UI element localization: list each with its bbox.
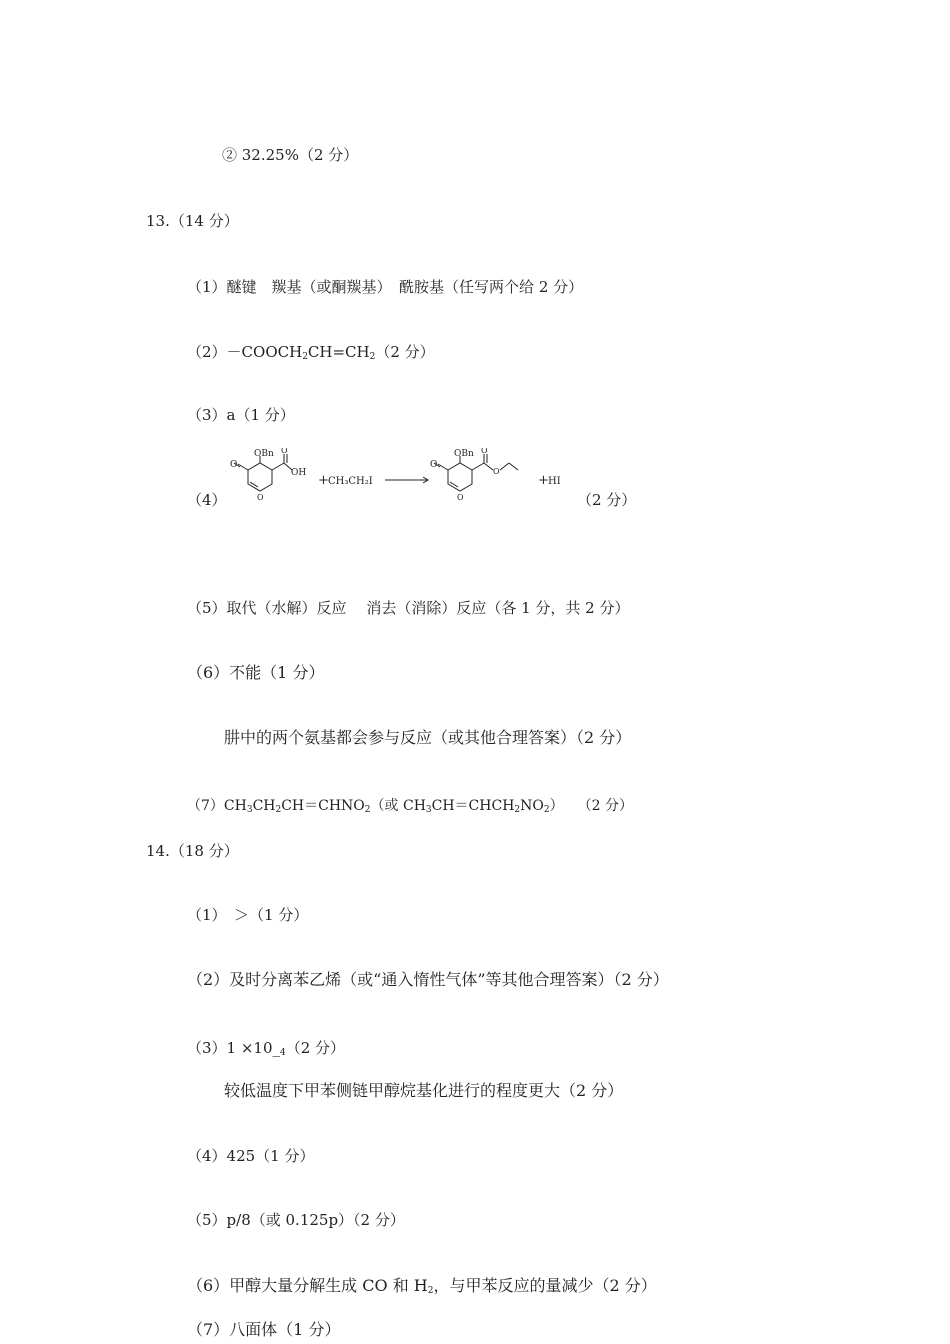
- q13-answer-6: （6）不能（1 分）: [187, 663, 325, 682]
- q14-a3-prefix: （3）1 ×10_: [187, 1039, 281, 1057]
- reactant-ketone-o: O: [230, 460, 238, 470]
- reactant-oh: OH: [291, 468, 307, 478]
- q14-a6-prefix: （6）甲醇大量分解生成 CO 和 H: [187, 1276, 428, 1295]
- q13-header: 13.（14 分）: [146, 212, 239, 230]
- q13-answer-4-score: （2 分）: [577, 491, 637, 509]
- q13-a7-s6: 2: [543, 805, 550, 815]
- q14-a3-sub: 4: [280, 1048, 286, 1058]
- q13-a7-p5: CH＝CHCH: [431, 798, 515, 814]
- q14-answer-1: （1） ＞（1 分）: [187, 906, 309, 924]
- q13-a7-s1: 3: [246, 805, 253, 815]
- q13-a2-sub1: 2: [302, 352, 308, 362]
- product-ester-o: O: [493, 467, 500, 476]
- q13-answer-6-reason: 肼中的两个氨基都会参与反应（或其他合理答案）（2 分）: [224, 728, 632, 747]
- product-ketone-o: O: [430, 460, 438, 470]
- q13-a7-p6: NO: [520, 798, 544, 814]
- plus-sign-1: +: [318, 473, 329, 488]
- q13-a2-sub2: 2: [369, 352, 376, 362]
- q13-answer-4-label: （4）: [187, 491, 227, 509]
- q13-answer-7: [187, 796, 633, 820]
- q14-answer-7: （7）八面体（1 分）: [187, 1320, 341, 1339]
- q13-a7-p7: ） （2 分）: [549, 798, 633, 814]
- q13-a7-p2: CH: [252, 798, 276, 814]
- q13-a7-p4: （或 CH: [370, 798, 426, 814]
- product-carbonyl-o: O: [481, 448, 488, 455]
- q14-answer-6: [187, 1276, 657, 1301]
- q14-answer-2: （2）及时分离苯乙烯（或“通入惰性气体”等其他合理答案）（2 分）: [187, 970, 669, 989]
- q14-answer-4: （4）425（1 分）: [187, 1147, 315, 1165]
- reactant-ring-o: O: [257, 493, 264, 502]
- q13-a2-prefix: （2）－COOCH: [187, 343, 303, 361]
- q13-a2-mid: CH=CH: [307, 343, 370, 361]
- q14-answer-5: （5）p/8（或 0.125p）（2 分）: [187, 1211, 405, 1229]
- prev-answer-item2: ② 32.25%（2 分）: [222, 146, 359, 164]
- reaction-scheme: [230, 448, 580, 510]
- q14-a6-sub: 2: [427, 1286, 434, 1296]
- reagent-ethyl-iodide: CH₃CH₂I: [328, 476, 373, 487]
- q13-a7-s2: 2: [275, 805, 282, 815]
- q13-a7-s3: 2: [364, 805, 371, 815]
- product-ring-o: O: [457, 493, 464, 502]
- q13-a7-s4: 3: [425, 805, 432, 815]
- plus-sign-2: +: [538, 473, 549, 488]
- q13-a2-suffix: （2 分）: [375, 343, 435, 361]
- q14-answer-3: [187, 1038, 345, 1063]
- q13-a7-p3: CH＝CHNO: [281, 798, 365, 814]
- product-obn: OBn: [454, 449, 474, 459]
- q14-answer-3-reason: 较低温度下甲苯侧链甲醇烷基化进行的程度更大（2 分）: [224, 1081, 624, 1100]
- q13-a7-s5: 2: [514, 805, 521, 815]
- product-hi: HI: [548, 476, 561, 487]
- q14-a3-suffix: （2 分）: [285, 1039, 346, 1057]
- reaction-svg: [230, 448, 580, 510]
- q13-answer-5: （5）取代（水解）反应 消去（消除）反应（各 1 分，共 2 分）: [187, 599, 630, 617]
- q13-answer-2: [187, 342, 435, 367]
- reactant-obn: OBn: [254, 449, 274, 459]
- q14-header: 14.（18 分）: [146, 842, 239, 860]
- q13-answer-3: （3）a（1 分）: [187, 406, 295, 424]
- q13-a7-p1: （7）CH: [187, 798, 247, 814]
- q14-a6-suffix: ，与甲苯反应的量减少（2 分）: [433, 1276, 657, 1295]
- q13-answer-1: （1）醚键 羰基（或酮羰基） 酰胺基（任写两个给 2 分）: [187, 278, 584, 296]
- reactant-carbonyl-o: O: [281, 448, 288, 455]
